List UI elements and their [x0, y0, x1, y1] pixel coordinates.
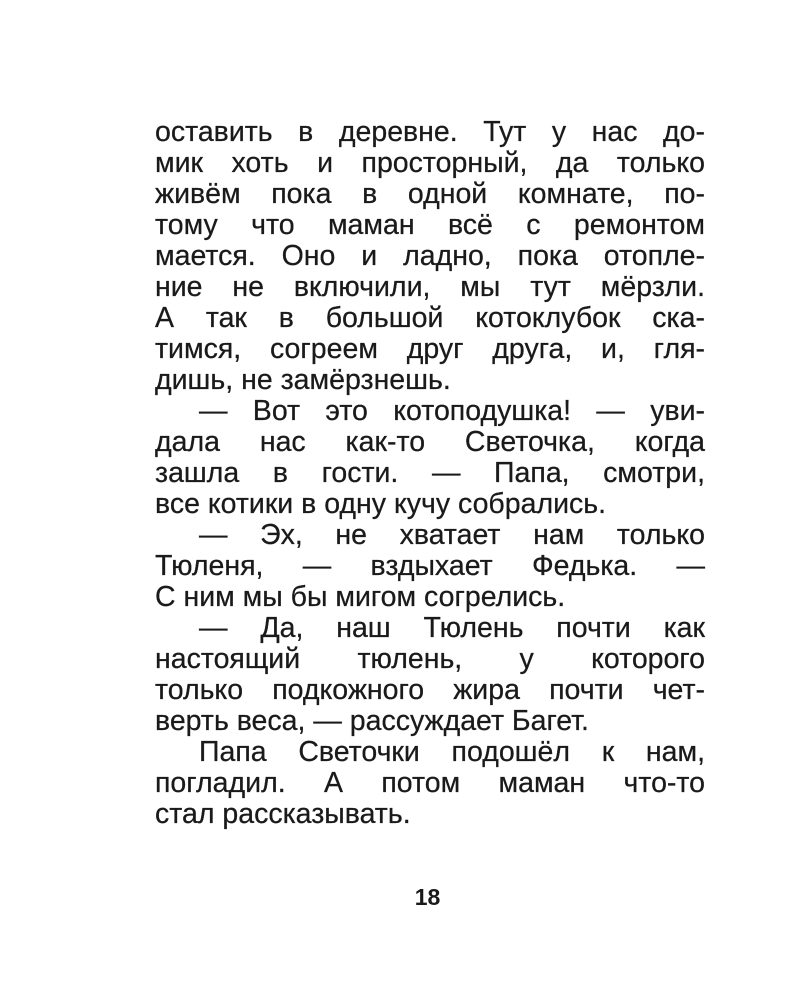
text-line: тому что маман всё с ремонтом [155, 209, 705, 241]
text-line: тимся, согреем друг друга, и, гля- [155, 333, 705, 365]
text-line: только подкожного жира почти чет- [155, 674, 705, 706]
text-line: Папа Светочки подошёл к нам, [199, 736, 705, 768]
page-body-text [155, 117, 705, 830]
text-line: — Вот это котоподушка! — уви- [199, 395, 705, 427]
text-line: — Да, наш Тюлень почти как [199, 612, 705, 644]
text-line: погладил. А потом маман что-то [155, 767, 705, 799]
text-line: зашла в гости. — Папа, смотри, [155, 457, 705, 489]
text-line: настоящий тюлень, у которого [155, 643, 705, 675]
text-line: стал рассказывать. [155, 798, 411, 830]
text-line: С ним мы бы мигом согрелись. [155, 581, 566, 613]
text-line: дала нас как-то Светочка, когда [155, 426, 705, 458]
text-line: дишь, не замёрзнешь. [155, 364, 451, 396]
text-line: верть веса, — рассуждает Багет. [155, 705, 589, 737]
text-line: А так в большой котоклубок ска- [155, 302, 705, 334]
page-number: 18 [414, 884, 441, 910]
text-line: мается. Оно и ладно, пока отопле- [155, 240, 705, 272]
text-line: живём пока в одной комнате, по- [155, 178, 705, 210]
text-line: все котики в одну кучу собрались. [155, 488, 607, 520]
text-line: — Эх, не хватает нам только [199, 519, 705, 551]
text-line: мик хоть и просторный, да только [155, 147, 705, 179]
text-line: Тюленя, — вздыхает Федька. — [155, 550, 705, 582]
text-line: оставить в деревне. Тут у нас до- [155, 116, 705, 148]
text-line: ние не включили, мы тут мёрзли. [155, 271, 705, 303]
